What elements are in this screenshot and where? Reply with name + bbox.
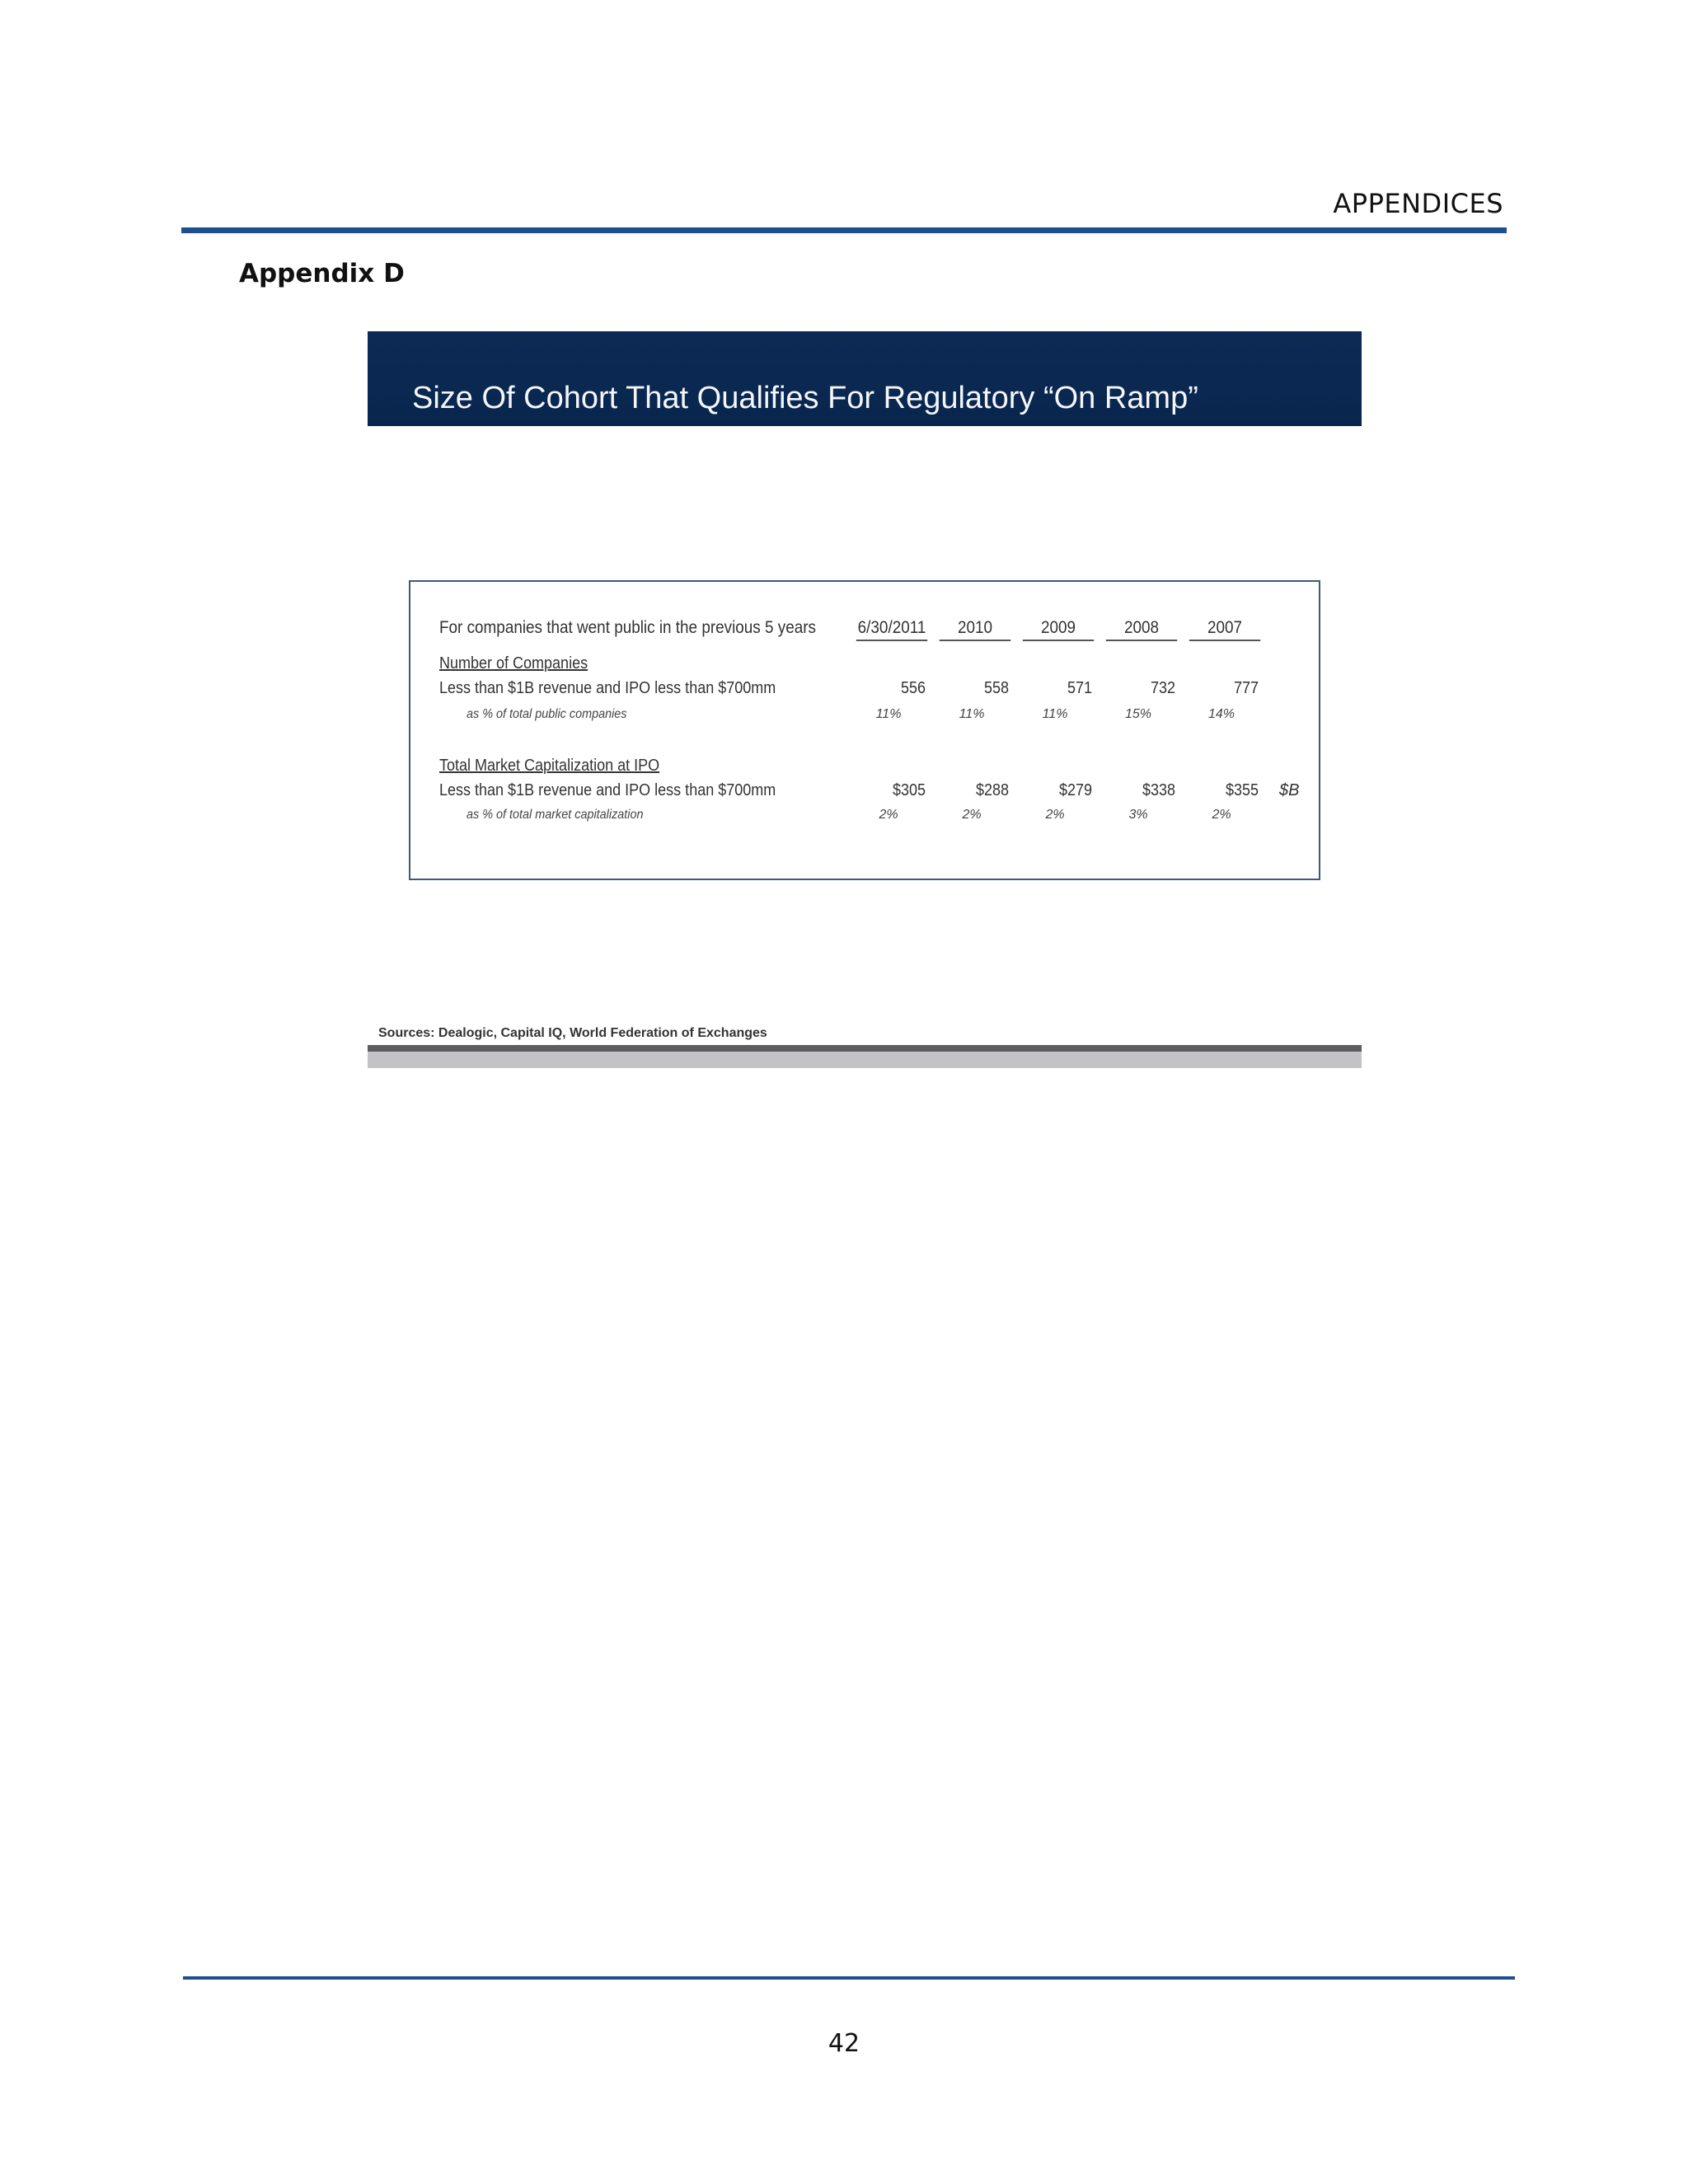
column-header: 2008 bbox=[1106, 618, 1177, 641]
table-cell: 2% bbox=[962, 808, 982, 822]
table-cell: $288 bbox=[975, 781, 1009, 799]
table-cell: 11% bbox=[875, 707, 902, 721]
table-cell: 558 bbox=[983, 679, 1009, 697]
table-cell: 2% bbox=[879, 808, 898, 822]
table-cell: 2% bbox=[1212, 808, 1231, 822]
row-label: Less than $1B revenue and IPO less than $700mm bbox=[439, 781, 776, 799]
page-number: 42 bbox=[828, 2029, 860, 2058]
table-cell: 556 bbox=[900, 679, 926, 697]
column-header: 2010 bbox=[940, 618, 1010, 641]
table-cell: 732 bbox=[1150, 679, 1175, 697]
sub-row-label: as % of total market capitalization bbox=[467, 808, 644, 822]
appendix-title: Appendix D bbox=[239, 259, 405, 288]
unit-label: $B bbox=[1279, 781, 1300, 799]
table-cell: $338 bbox=[1142, 781, 1175, 799]
table-cell: 14% bbox=[1207, 707, 1236, 721]
column-header: 2009 bbox=[1023, 618, 1094, 641]
table-cell: $355 bbox=[1225, 781, 1259, 799]
sub-row-label: as % of total public companies bbox=[467, 707, 627, 721]
source-bar-light bbox=[368, 1052, 1362, 1068]
table-cell: 3% bbox=[1128, 808, 1148, 822]
slide-banner bbox=[368, 331, 1362, 426]
table-cell: 2% bbox=[1045, 808, 1065, 822]
row-header: For companies that went public in the previous 5 years bbox=[439, 618, 816, 637]
header-title: APPENDICES bbox=[1333, 188, 1503, 219]
table-cell: 15% bbox=[1124, 707, 1152, 721]
table-cell: 777 bbox=[1233, 679, 1259, 697]
data-table bbox=[409, 580, 1320, 880]
table-cell: $305 bbox=[892, 781, 926, 799]
table-cell: $279 bbox=[1058, 781, 1092, 799]
source-note: Sources: Dealogic, Capital IQ, World Federation of Exchanges bbox=[378, 1026, 767, 1040]
row-label: Less than $1B revenue and IPO less than $700mm bbox=[439, 679, 776, 697]
footer-rule bbox=[183, 1976, 1515, 1980]
column-header: 2007 bbox=[1189, 618, 1260, 641]
section-title: Number of Companies bbox=[439, 654, 588, 673]
page-header bbox=[181, 186, 1507, 227]
table-cell: 11% bbox=[959, 707, 985, 721]
table-cell: 11% bbox=[1042, 707, 1068, 721]
slide-title: Size Of Cohort That Qualifies For Regulatory “On Ramp” bbox=[412, 381, 1198, 415]
table-cell: 571 bbox=[1067, 679, 1092, 697]
section-title: Total Market Capitalization at IPO bbox=[439, 757, 660, 775]
column-header: 6/30/2011 bbox=[856, 618, 927, 641]
slide bbox=[368, 331, 1362, 1070]
header-rule bbox=[181, 227, 1507, 233]
source-bar-dark bbox=[368, 1045, 1362, 1052]
